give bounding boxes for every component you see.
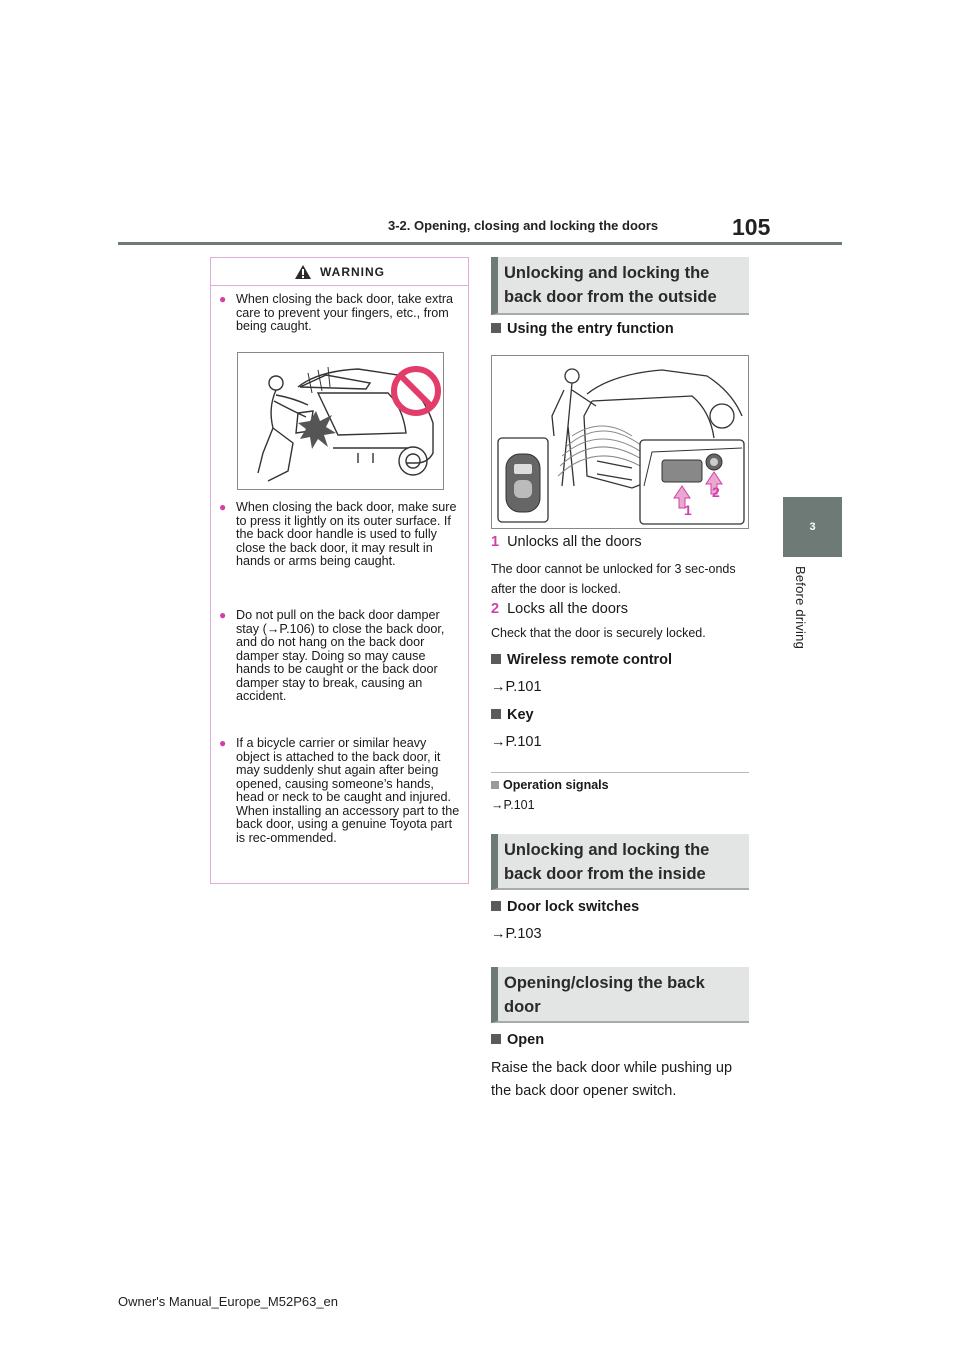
section-heading-inside: Unlocking and locking the back door from the inside [491,834,749,890]
note-operation-signals [491,778,609,792]
square-bullet-icon [491,901,501,911]
square-bullet-icon [491,654,501,664]
square-bullet-icon [491,323,501,333]
page-reference-link[interactable]: →P.103 [491,926,542,942]
footer-text: Owner's Manual_Europe_M52P63_en [118,1294,339,1309]
subheading-text: Open [507,1032,545,1048]
chapter-tab[interactable] [783,497,842,557]
section-heading-outside: Unlocking and locking the back door from the outside [491,257,749,315]
square-bullet-icon [491,1034,501,1044]
header-rule [118,242,842,245]
step-2 [491,601,628,617]
page-reference-link[interactable]: →P.101 [491,679,542,695]
subheading-open [491,1032,544,1048]
step-text: Locks all the doors [507,601,628,617]
caught-hands-illustration [238,353,443,489]
back-door-entry-diagram [492,356,748,528]
step-number: 2 [491,601,500,617]
warning-item-text: Do not pull on the back door damper stay (→P.106) to close the back door, and do not hang on the back door damper stay. Doing so may cause hands to be caught or the back door damper stay to break, causing an accident. [236,608,445,703]
page-reference-link[interactable]: →P.101 [491,798,535,812]
back-door-closing-illustration [237,352,444,490]
step-text: Unlocks all the doors [507,534,642,550]
bullet-icon: ● [219,292,227,306]
callout-1: 1 [684,502,692,518]
subheading-text: Using the entry function [507,321,674,337]
step-number: 1 [491,534,500,550]
square-bullet-icon [491,781,499,789]
subheading-key [491,707,534,723]
step-2-note: Check that the door is securely locked. [491,626,706,640]
warning-item-text: If a bicycle carrier or similar heavy object is attached to the back door, it may suddenly shut again after being opened, causing someone’s hands, head or neck to be caught and injured. When installing an accessory part to the back door, using a genuine Toyota part is rec-ommended. [236,736,460,845]
chapter-number: 3 [809,521,816,533]
subheading-text: Key [507,707,534,723]
step-1 [491,534,642,550]
bullet-icon: ● [219,608,227,622]
warning-title: WARNING [320,264,385,279]
section-heading-opening-closing: Opening/closing the back door [491,967,749,1023]
warning-item [219,737,463,845]
subheading-wireless-remote [491,652,672,668]
callout-2: 2 [712,484,720,500]
bullet-icon: ● [219,736,227,750]
subheading-door-lock-switches [491,899,639,915]
subheading-entry-function [491,321,674,337]
subheading-text: Wireless remote control [507,652,673,668]
page-reference-link[interactable]: →P.101 [491,734,542,750]
warning-item-text: When closing the back door, make sure to press it lightly on its outer surface. If the back door handle is used to fully close the back door, it may result in hands or arms being caught. [236,500,457,568]
warning-item-text: When closing the back door, take extra care to prevent your fingers, etc., from being caught. [236,292,454,333]
section-title: 3-2. Opening, closing and locking the doors [388,218,659,233]
bullet-icon: ● [219,500,227,514]
divider [491,772,749,773]
warning-triangle-icon [294,264,312,280]
warning-box [210,257,469,884]
chapter-label: Before driving [793,566,808,650]
warning-item [219,609,463,704]
page-number: 105 [732,214,771,240]
entry-function-illustration [491,355,749,529]
warning-item [219,293,463,334]
note-title: Operation signals [503,778,609,792]
warning-item [219,501,463,569]
open-instruction: Raise the back door while pushing up the back door opener switch. [491,1060,733,1099]
step-1-note: The door cannot be unlocked for 3 sec-onds after the door is locked. [491,562,736,596]
square-bullet-icon [491,709,501,719]
subheading-text: Door lock switches [507,899,640,915]
warning-header [211,258,468,286]
